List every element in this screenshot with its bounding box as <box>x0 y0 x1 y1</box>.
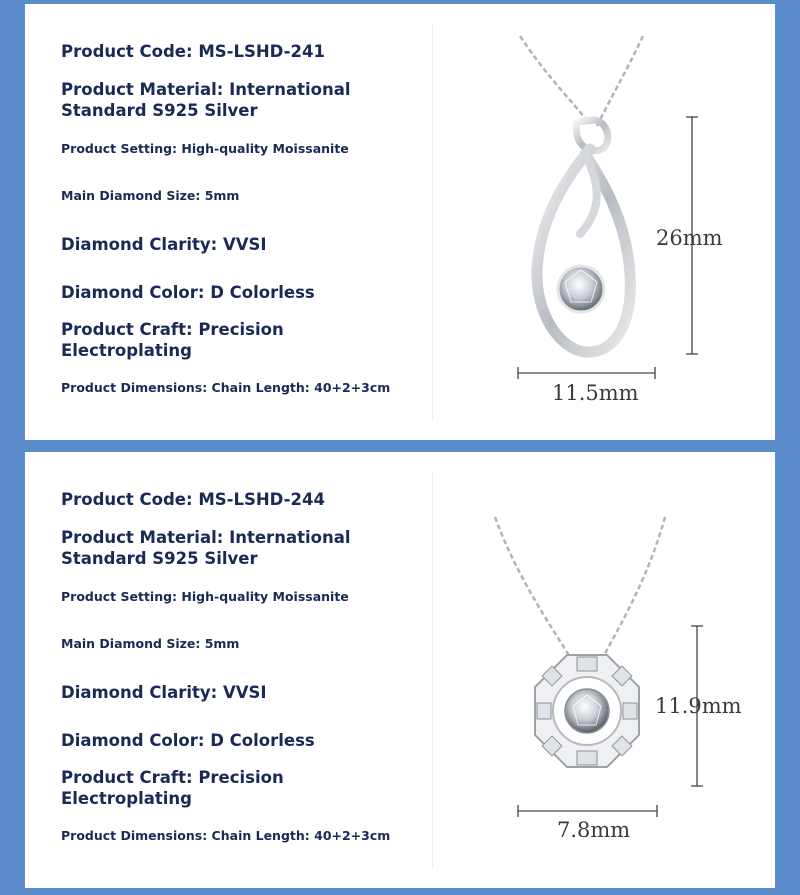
width-label: 11.5mm <box>552 381 639 405</box>
product-craft: Product Craft: Precision Electroplating <box>61 320 284 360</box>
product-code: Product Code: MS-LSHD-241 <box>61 42 325 61</box>
diamond-clarity: Diamond Clarity: VVSI <box>61 235 267 254</box>
width-label: 7.8mm <box>557 818 631 842</box>
height-label: 11.9mm <box>655 694 742 718</box>
product-material: Product Material: International Standard S925 Silver <box>61 528 351 568</box>
diamond-color: Diamond Color: D Colorless <box>61 283 315 302</box>
product-craft: Product Craft: Precision Electroplating <box>61 768 284 808</box>
product-setting: Product Setting: High-quality Moissanite <box>61 141 349 156</box>
product-code: Product Code: MS-LSHD-244 <box>61 490 325 509</box>
product-setting: Product Setting: High-quality Moissanite <box>61 589 349 604</box>
teardrop-band <box>537 149 630 352</box>
main-diamond-size: Main Diamond Size: 5mm <box>61 188 240 203</box>
height-label: 26mm <box>656 226 723 250</box>
chain <box>520 36 643 126</box>
product-card-2 <box>25 452 775 888</box>
product-card-1 <box>25 4 775 440</box>
product-material: Product Material: International Standard S925 Silver <box>61 80 351 120</box>
octagon-ring-pendant-icon <box>25 452 775 888</box>
product-dimensions: Product Dimensions: Chain Length: 40+2+3cm <box>61 828 391 843</box>
width-dimension-line <box>518 805 657 817</box>
octagon-ring <box>535 655 639 767</box>
infinity-teardrop-pendant-icon <box>25 4 775 440</box>
main-diamond-size: Main Diamond Size: 5mm <box>61 636 240 651</box>
diamond-color: Diamond Color: D Colorless <box>61 731 315 750</box>
diamond-clarity: Diamond Clarity: VVSI <box>61 683 267 702</box>
chain <box>495 517 665 657</box>
product-dimensions: Product Dimensions: Chain Length: 40+2+3cm <box>61 380 391 395</box>
width-dimension-line <box>518 367 655 379</box>
